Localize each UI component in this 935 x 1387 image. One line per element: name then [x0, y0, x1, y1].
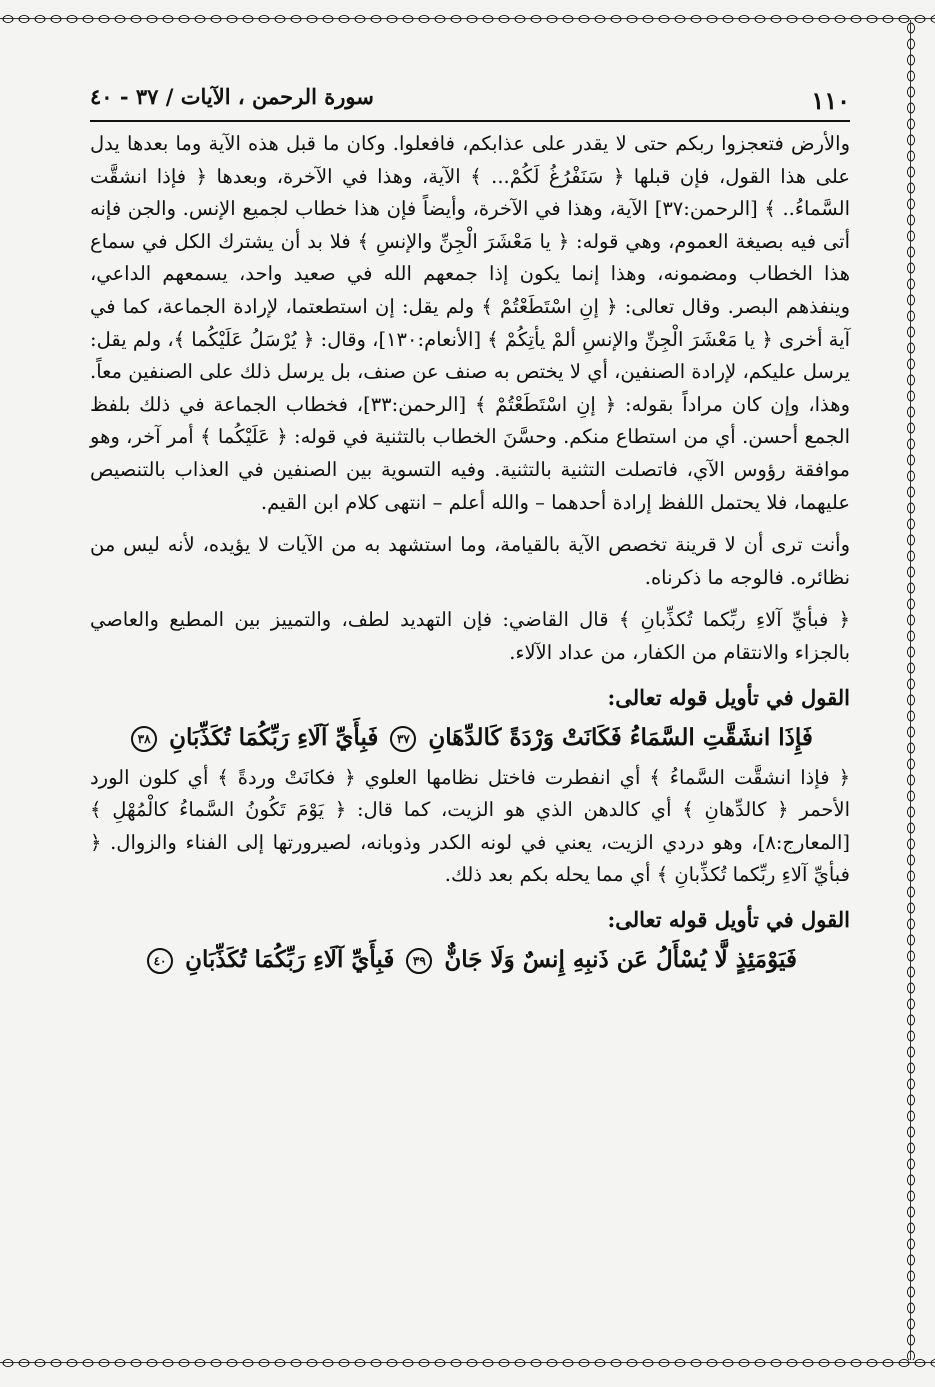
- section-heading-2: القول في تأويل قوله تعالى:: [607, 906, 850, 932]
- quran-verse-37-38: [90, 716, 850, 760]
- top-ornamental-border: [0, 8, 935, 30]
- section-heading-1: القول في تأويل قوله تعالى:: [607, 684, 850, 710]
- verse-number-marker: ٣٩: [406, 948, 432, 974]
- page-number: ١١٠: [811, 86, 850, 115]
- verse-38-text: فَبِأَيِّ آلَاءِ رَبِّكُمَا تُكَذِّبَانِ: [169, 723, 379, 751]
- verse-number-marker: ٣٧: [390, 726, 416, 752]
- paragraph-2: وأنت ترى أن لا قرينة تخصص الآية بالقيامة، وما استشهد به من الآيات لا يؤيده، لأنه ليس من نظائره. فالوجه ما ذكرناه.: [90, 533, 850, 589]
- verse-39-text: فَيَوْمَئِذٍ لَّا يُسْأَلُ عَن ذَنبِهِ إِنسٌ وَلَا جَانٌّ: [444, 945, 797, 973]
- verse-number-marker: ٤٠: [147, 948, 173, 974]
- paragraph-3: ﴿ فبأيِّ آلاءِ ربِّكما تُكذِّبانِ ﴾ قال القاضي: فإن التهديد لطف، والتمييز بين المطيع والعاصي بالجزاء والانتقام من الكفار، من عداد الآلاء.: [90, 608, 850, 664]
- verse-37-text: فَإِذَا انشَقَّتِ السَّمَاءُ فَكَانَتْ وَرْدَةً كَالدِّهَانِ: [428, 723, 813, 751]
- bottom-ornamental-border: [0, 1352, 935, 1374]
- paragraph-4: ﴿ فإذا انشقَّت السَّماءُ ﴾ أي انفطرت فاختل نظامها العلوي ﴿ فكانَتْ وردةً ﴾ أي كلون الورد الأحمر ﴿ كالدِّهانِ ﴾ أي كالدهن الذي هو الزيت، كما قال: ﴿ يَوْمَ تَكُونُ السَّماءُ كالْمُهْلِ ﴾ [المعارج:٨]، وهو دردي الزيت، يعني في لونه الكدر وذوبانه، لصيرورتها إلى الفناء والزوال. ﴿ فبأيِّ آلاءِ ربِّكما تُكذِّبانِ ﴾ أي مما يحله بكم بعد ذلك.: [90, 765, 850, 887]
- page-header: [90, 70, 850, 122]
- quran-verse-39-40: [90, 938, 850, 982]
- paragraph-1: والأرض فتعجزوا ربكم حتى لا يقدر على عذابكم، فافعلوا. وكان ما قبل هذه الآية وما بعدها يدل على هذا القول، فإن قبلها ﴿ سَنَفْرُغُ لَكُمْ... ﴾ الآية، وهذا في الآخرة، وبعدها ﴿ فإذا انشقَّت السَّماءُ.. ﴾ [الرحمن:٣٧] الآية، وهذا في الآخرة، وأيضاً فإن هذا خطاب لجميع الإنس. والجن فإنه أتى فيه بصيغة العموم، وهي قوله: ﴿ يا مَعْشَرَ الْجِنِّ والإنسِ ﴾ فلا بد أن يشترك الكل في سماع هذا الخطاب ومضمونه، وهذا إنما يكون إذا جمعهم الله في صعيد واحد، يسمعهم الداعي، وينفذهم البصر. وقال تعالى: ﴿ إنِ اسْتَطَعْتُمْ ﴾ ولم يقل: إن استطعتما، لإرادة الجماعة، كما في آية أخرى ﴿ يا مَعْشَرَ الْجِنِّ والإنسِ ألمْ يأتِكُمْ ﴾ [الأنعام:١٣٠]، وقال: ﴿ يُرْسَلُ عَلَيْكُما ﴾، ولم يقل: يرسل عليكم، لإرادة الصنفين، أي لا يختص به صنف عن صنف، بل يرسل ذلك على الصنفين معاً. وهذا، وإن كان مراداً بقوله: ﴿ إنِ اسْتَطَعْتُمْ ﴾ [الرحمن:٣٣]، فخطاب الجماعة في ذلك بلفظ الجمع أحسن. أي من استطاع منكم. وحسَّنَ الخطاب بالتثنية في قوله: ﴿ عَلَيْكُما ﴾ أمر آخر، وهو موافقة رؤوس الآي، فاتصلت التثنية بالتثنية. وفيه التسوية بين الصنفين في العذاب بالتنصيص عليهما، فلا يحتمل اللفظ إرادة أحدهما – والله أعلم – انتهى كلام ابن القيم.: [90, 132, 851, 514]
- verse-40-text: فَبِأَيِّ آلَاءِ رَبِّكُمَا تُكَذِّبَانِ: [185, 945, 395, 973]
- running-title: سورة الرحمن ، الآيات / ٣٧ - ٤٠: [90, 84, 374, 109]
- verse-number-marker: ٣٨: [131, 726, 157, 752]
- page-content: [90, 70, 850, 1340]
- right-ornamental-border: [900, 20, 922, 1360]
